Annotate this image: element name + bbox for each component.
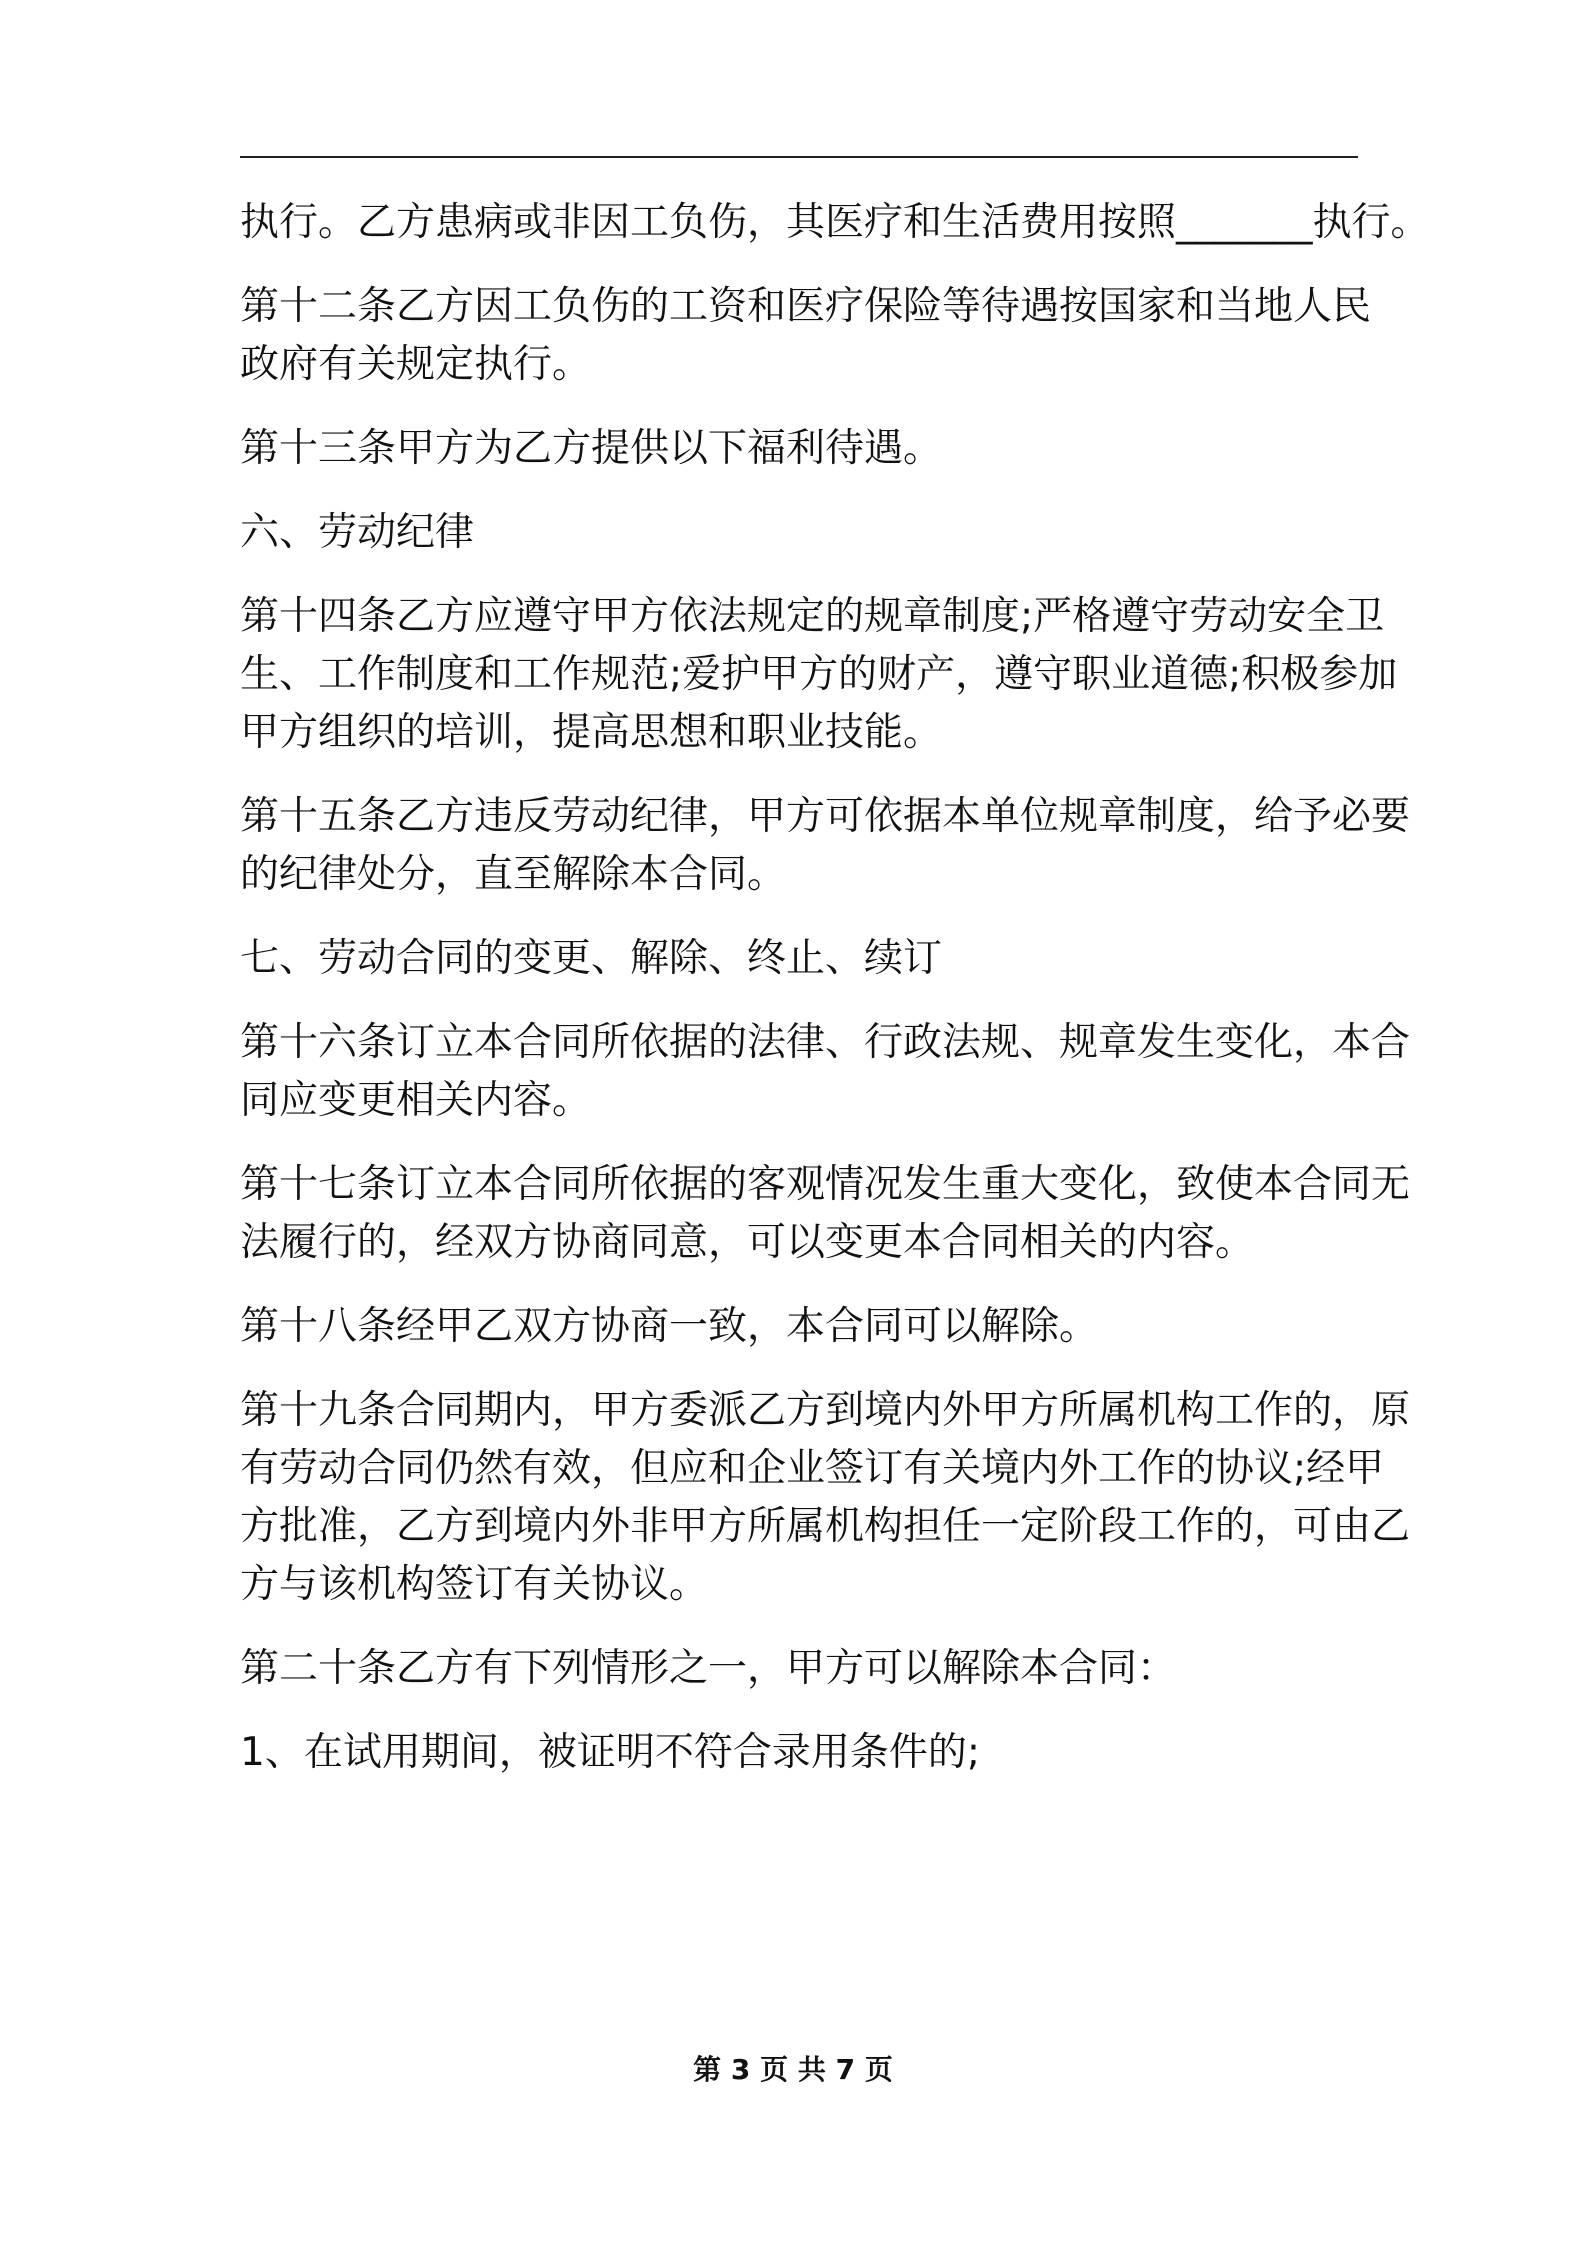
section-heading: 七、劳动合同的变更、解除、终止、续订	[240, 936, 943, 981]
text-line: 执行。乙方患病或非因工负伤，其医疗和生活费用按照_______执行。	[240, 200, 1430, 245]
section-heading: 六、劳动纪律	[240, 510, 475, 555]
text-line: 方批准，乙方到境内外非甲方所属机构担任一定阶段工作的，可由乙	[240, 1504, 1411, 1549]
text-line: 方与该机构签订有关协议。	[240, 1562, 709, 1607]
text-line: 法履行的，经双方协商同意，可以变更本合同相关的内容。	[240, 1220, 1255, 1265]
list-item: 1、在试用期间，被证明不符合录用条件的;	[240, 1730, 980, 1775]
text-line: 第十八条经甲乙双方协商一致，本合同可以解除。	[240, 1304, 1099, 1349]
text-line: 第十三条甲方为乙方提供以下福利待遇。	[240, 426, 943, 471]
text-line: 第十四条乙方应遵守甲方依法规定的规章制度;严格遵守劳动安全卫	[240, 594, 1385, 639]
text-line: 生、工作制度和工作规范;爱护甲方的财产，遵守职业道德;积极参加	[240, 652, 1398, 697]
text-line: 第十九条合同期内，甲方委派乙方到境内外甲方所属机构工作的，原	[240, 1388, 1411, 1433]
text-line: 第十六条订立本合同所依据的法律、行政法规、规章发生变化，本合	[240, 1020, 1411, 1065]
text-line: 甲方组织的培训，提高思想和职业技能。	[240, 710, 943, 755]
text-line: 第十二条乙方因工负伤的工资和医疗保险等待遇按国家和当地人民	[240, 284, 1372, 329]
text-line: 第二十条乙方有下列情形之一，甲方可以解除本合同：	[240, 1646, 1177, 1691]
page-number: 第 3 页 共 7 页	[693, 2053, 893, 2086]
header-divider	[240, 156, 1358, 158]
text-line: 同应变更相关内容。	[240, 1078, 592, 1123]
text-line: 政府有关规定执行。	[240, 342, 592, 387]
text-line: 第十五条乙方违反劳动纪律，甲方可依据本单位规章制度，给予必要	[240, 794, 1411, 839]
text-line: 第十七条订立本合同所依据的客观情况发生重大变化，致使本合同无	[240, 1162, 1411, 1207]
text-line: 有劳动合同仍然有效，但应和企业签订有关境内外工作的协议;经甲	[240, 1446, 1385, 1491]
text-line: 的纪律处分，直至解除本合同。	[240, 852, 787, 897]
document-body	[240, 194, 1430, 1782]
